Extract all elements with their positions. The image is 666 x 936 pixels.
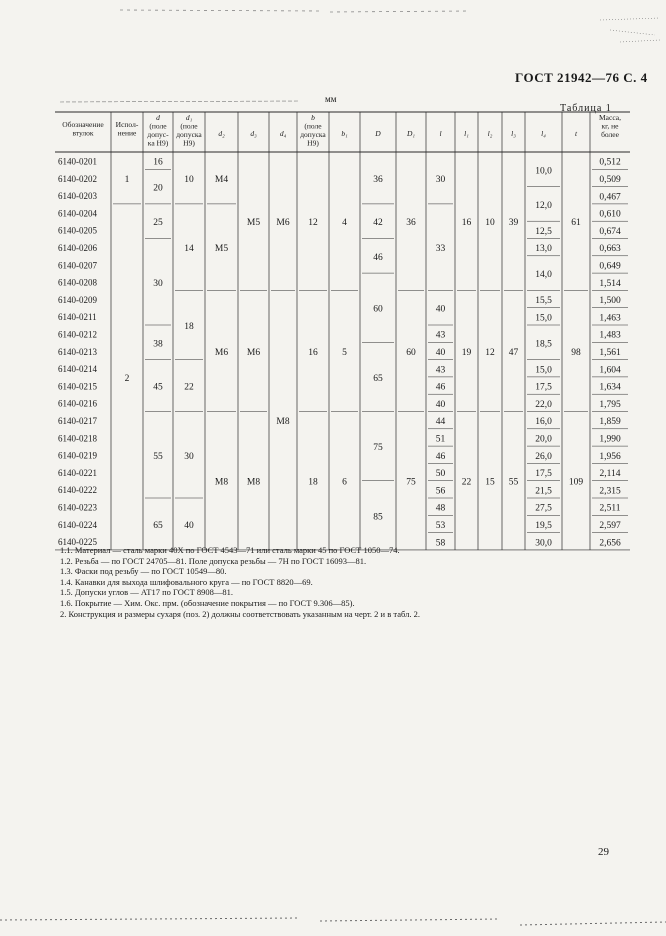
l3-cell: 55 [508, 477, 519, 488]
note-1-1: 1.1. Материал — сталь марки 40Х по ГОСТ 4543—71 или сталь марки 45 по ГОСТ 1050—74. [60, 545, 400, 555]
mass-cell: 0,674 [599, 226, 621, 237]
ispolnenie-cell: 1 [124, 174, 130, 185]
d1-cell: 10 [184, 174, 194, 185]
note-1-4: 1.4. Канавки для выхода шлифовального круга — по ГОСТ 8820—69. [60, 576, 313, 587]
l4-cell: 21,5 [535, 486, 552, 497]
notes-block [60, 545, 620, 619]
l-cell: 43 [435, 330, 446, 341]
l-cell: 53 [435, 520, 446, 531]
header-cell: более [601, 130, 619, 139]
l2-cell: 15 [485, 477, 495, 488]
t-cell: 61 [571, 218, 581, 229]
mass-cell: 1,463 [599, 313, 621, 324]
header-cell: d₄ [279, 129, 287, 138]
table-row-code: 6140-0202 [58, 173, 97, 184]
header-cell: кг, не [601, 121, 619, 131]
header-cell: d₃ [250, 129, 257, 138]
d3-cell: M5 [246, 218, 261, 229]
mass-cell: 2,315 [599, 486, 621, 497]
table-row-code: 6140-0224 [58, 519, 97, 530]
l4-cell: 14,0 [535, 270, 552, 281]
header-cell: b [311, 113, 315, 122]
b-cell: 18 [308, 477, 318, 488]
mass-cell: 1,990 [599, 434, 621, 445]
l4-cell: 12,0 [535, 200, 552, 211]
D-cell: 75 [373, 443, 383, 454]
d4-cell: M8 [276, 417, 290, 428]
D-cell: 46 [373, 252, 383, 263]
table-row-code: 6140-0222 [58, 485, 97, 496]
l2-cell: 12 [485, 347, 495, 358]
b1-cell: 5 [342, 347, 347, 358]
l4-cell: 22,0 [535, 399, 552, 410]
header-cell: d₁ [185, 113, 193, 122]
header-cell: (поле [149, 121, 167, 131]
header-cell: d [156, 113, 160, 122]
l4-cell: 27,5 [535, 503, 552, 514]
header-cell: допуска [176, 130, 202, 139]
l-cell: 40 [435, 347, 446, 358]
table-row-code: 6140-0206 [58, 242, 97, 253]
mass-cell: 2,656 [599, 538, 621, 549]
header-cell: l [439, 129, 442, 138]
l-cell: 58 [435, 538, 446, 549]
b-cell: 12 [308, 218, 318, 229]
l2-cell: 10 [485, 218, 495, 229]
header-cell: D₁ [406, 129, 416, 138]
table-row-code: 6140-0212 [58, 329, 97, 340]
header-cell: допус- [147, 130, 169, 139]
l1-cell: 19 [461, 347, 472, 358]
header-cell: нение [117, 128, 137, 138]
header-cell: ка H9) [147, 138, 169, 148]
specification-table [55, 112, 621, 549]
D-cell: 85 [373, 512, 383, 523]
l1-cell: 22 [461, 477, 472, 488]
d1-cell: 14 [184, 244, 194, 255]
l4-cell: 20,0 [535, 434, 552, 445]
l3-cell: 47 [508, 347, 519, 358]
l4-cell: 10,0 [535, 166, 552, 177]
header-cell: H9) [183, 138, 195, 148]
l-cell: 33 [435, 244, 446, 255]
table-row-code: 6140-0201 [58, 156, 97, 167]
note-1-5: 1.5. Допуски углов — АТ17 по ГОСТ 8908—81. [60, 587, 234, 598]
units-label: мм [325, 94, 337, 104]
header-cell: l₂ [487, 129, 493, 138]
l4-cell: 18,5 [535, 339, 552, 350]
l4-cell: 26,0 [535, 451, 552, 462]
mass-cell: 1,956 [599, 451, 621, 462]
d2-cell: M8 [214, 477, 229, 488]
note-1-3: 1.3. Фаски под резьбу — по ГОСТ 10549—80. [60, 566, 227, 577]
d3-cell: M8 [246, 477, 261, 488]
header-cell: D [375, 129, 381, 138]
l-cell: 46 [435, 451, 446, 462]
table-row-code: 6140-0217 [58, 415, 97, 426]
table-row-code: 6140-0205 [58, 225, 97, 236]
table-row-code: 6140-0215 [58, 381, 97, 392]
note-1-2: 1.2. Резьба — по ГОСТ 24705—81. Поле допуска резьбы — 7Н по ГОСТ 16093—81. [60, 555, 367, 566]
d2-cell: M6 [214, 347, 229, 358]
l4-cell: 30,0 [535, 538, 552, 549]
mass-cell: 1,483 [599, 330, 621, 341]
l-cell: 30 [435, 174, 446, 185]
header-cell: Обозначение [62, 120, 104, 129]
mass-cell: 1,795 [599, 399, 621, 410]
d1-cell: 18 [184, 322, 194, 332]
ispolnenie-cell: 2 [124, 373, 130, 384]
l4-cell: 12,5 [535, 226, 552, 237]
d1-cell: 22 [184, 382, 194, 393]
l-cell: 40 [435, 399, 446, 410]
d-cell: 25 [153, 218, 163, 229]
D1-cell: 60 [406, 347, 416, 358]
table-row-code: 6140-0204 [58, 208, 97, 219]
table-row-code: 6140-0225 [58, 537, 97, 548]
table-row-code: 6140-0208 [58, 277, 97, 288]
mass-cell: 1,859 [599, 417, 621, 428]
mass-cell: 1,561 [599, 347, 621, 358]
table-row-code: 6140-0223 [58, 502, 97, 513]
l-cell: 56 [435, 486, 446, 497]
page-number: 29 [598, 846, 609, 858]
header-cell: (поле [304, 121, 322, 131]
d-cell: 45 [153, 382, 163, 393]
l4-cell: 15,5 [535, 296, 552, 307]
header-cell: t [574, 129, 578, 138]
l4-cell: 17,5 [535, 382, 552, 393]
D-cell: 42 [373, 218, 383, 229]
l-cell: 43 [435, 365, 446, 376]
d2-cell: M5 [214, 244, 229, 255]
b1-cell: 4 [342, 218, 347, 229]
l-cell: 46 [435, 382, 446, 393]
l-cell: 51 [435, 434, 446, 445]
header-cell: втулок [72, 128, 94, 138]
d-cell: 16 [153, 157, 163, 168]
table-row-code: 6140-0211 [58, 312, 97, 323]
D1-cell: 75 [406, 477, 416, 488]
l4-cell: 13,0 [535, 244, 552, 255]
note-1-6: 1.6. Покрытие — Хим. Окс. прм. (обозначение покрытия — по ГОСТ 9.306—85). [60, 597, 355, 608]
mass-cell: 0,610 [599, 209, 621, 220]
header-cell: d₂ [218, 129, 225, 138]
header-cell: l₃ [511, 129, 516, 138]
mass-cell: 1,604 [599, 365, 621, 376]
d-cell: 55 [153, 451, 163, 462]
mass-cell: 0,663 [599, 244, 621, 255]
t-cell: 109 [568, 477, 584, 488]
table-row-code: 6140-0216 [58, 398, 97, 409]
header-cell: l₁ [464, 129, 469, 138]
note-2: 2. Конструкция и размеры сухаря (поз. 2) должны соответствовать указанным на черт. 2 и в табл. 2. [60, 608, 420, 619]
mass-cell: 1,500 [599, 296, 621, 307]
mass-cell: 0,512 [599, 157, 621, 168]
table-row-code: 6140-0214 [58, 364, 97, 375]
mass-cell: 2,114 [599, 469, 621, 480]
mass-cell: 1,634 [599, 382, 621, 393]
l4-cell: 19,5 [535, 520, 552, 531]
header-cell: Масса, [599, 113, 621, 122]
table-row-code: 6140-0203 [58, 191, 97, 202]
D-cell: 60 [373, 304, 383, 315]
D-cell: 36 [373, 174, 383, 185]
mass-cell: 2,597 [599, 520, 621, 531]
l-cell: 48 [435, 503, 446, 514]
l1-cell: 16 [461, 218, 472, 229]
b1-cell: 6 [342, 477, 347, 488]
d4-cell: M6 [276, 218, 290, 229]
D-cell: 65 [373, 373, 383, 384]
D1-cell: 36 [406, 218, 416, 229]
b-cell: 16 [308, 347, 318, 358]
d-cell: 30 [153, 278, 163, 289]
t-cell: 98 [571, 347, 581, 358]
l3-cell: 39 [508, 218, 519, 229]
mass-cell: 0,649 [599, 261, 621, 272]
table-row-code: 6140-0218 [58, 433, 97, 444]
table-row-code: 6140-0213 [58, 346, 97, 357]
mass-cell: 1,514 [599, 278, 621, 289]
table-row-code: 6140-0207 [58, 260, 97, 271]
header-cell: (поле [180, 121, 198, 131]
header-cell: l₄ [541, 129, 546, 138]
table-row-code: 6140-0219 [58, 450, 97, 461]
table-row-code: 6140-0221 [58, 467, 97, 478]
header-cell: H9) [307, 138, 319, 148]
d1-cell: 40 [184, 520, 194, 531]
document-header: ГОСТ 21942—76 С. 4 [515, 70, 648, 85]
l-cell: 40 [435, 304, 446, 315]
header-cell: b₁ [341, 129, 348, 138]
l4-cell: 17,5 [535, 469, 552, 480]
table-caption: Таблица 1 [560, 103, 612, 114]
header-cell: Испол- [115, 120, 139, 129]
d1-cell: 30 [184, 451, 194, 462]
l4-cell: 15,0 [535, 365, 552, 376]
l-cell: 50 [435, 469, 446, 480]
l4-cell: 16,0 [535, 417, 552, 428]
d-cell: 38 [153, 339, 163, 350]
header-cell: допуска [300, 130, 326, 139]
mass-cell: 0,467 [599, 192, 621, 203]
mass-cell: 0,509 [599, 174, 621, 185]
l-cell: 44 [435, 417, 446, 428]
table-row-code: 6140-0209 [58, 294, 97, 305]
mass-cell: 2,511 [599, 503, 621, 514]
d-cell: 20 [153, 183, 163, 194]
d-cell: 65 [153, 520, 163, 531]
l4-cell: 15,0 [535, 313, 552, 324]
d2-cell: M4 [214, 174, 229, 185]
d3-cell: M6 [246, 347, 261, 358]
